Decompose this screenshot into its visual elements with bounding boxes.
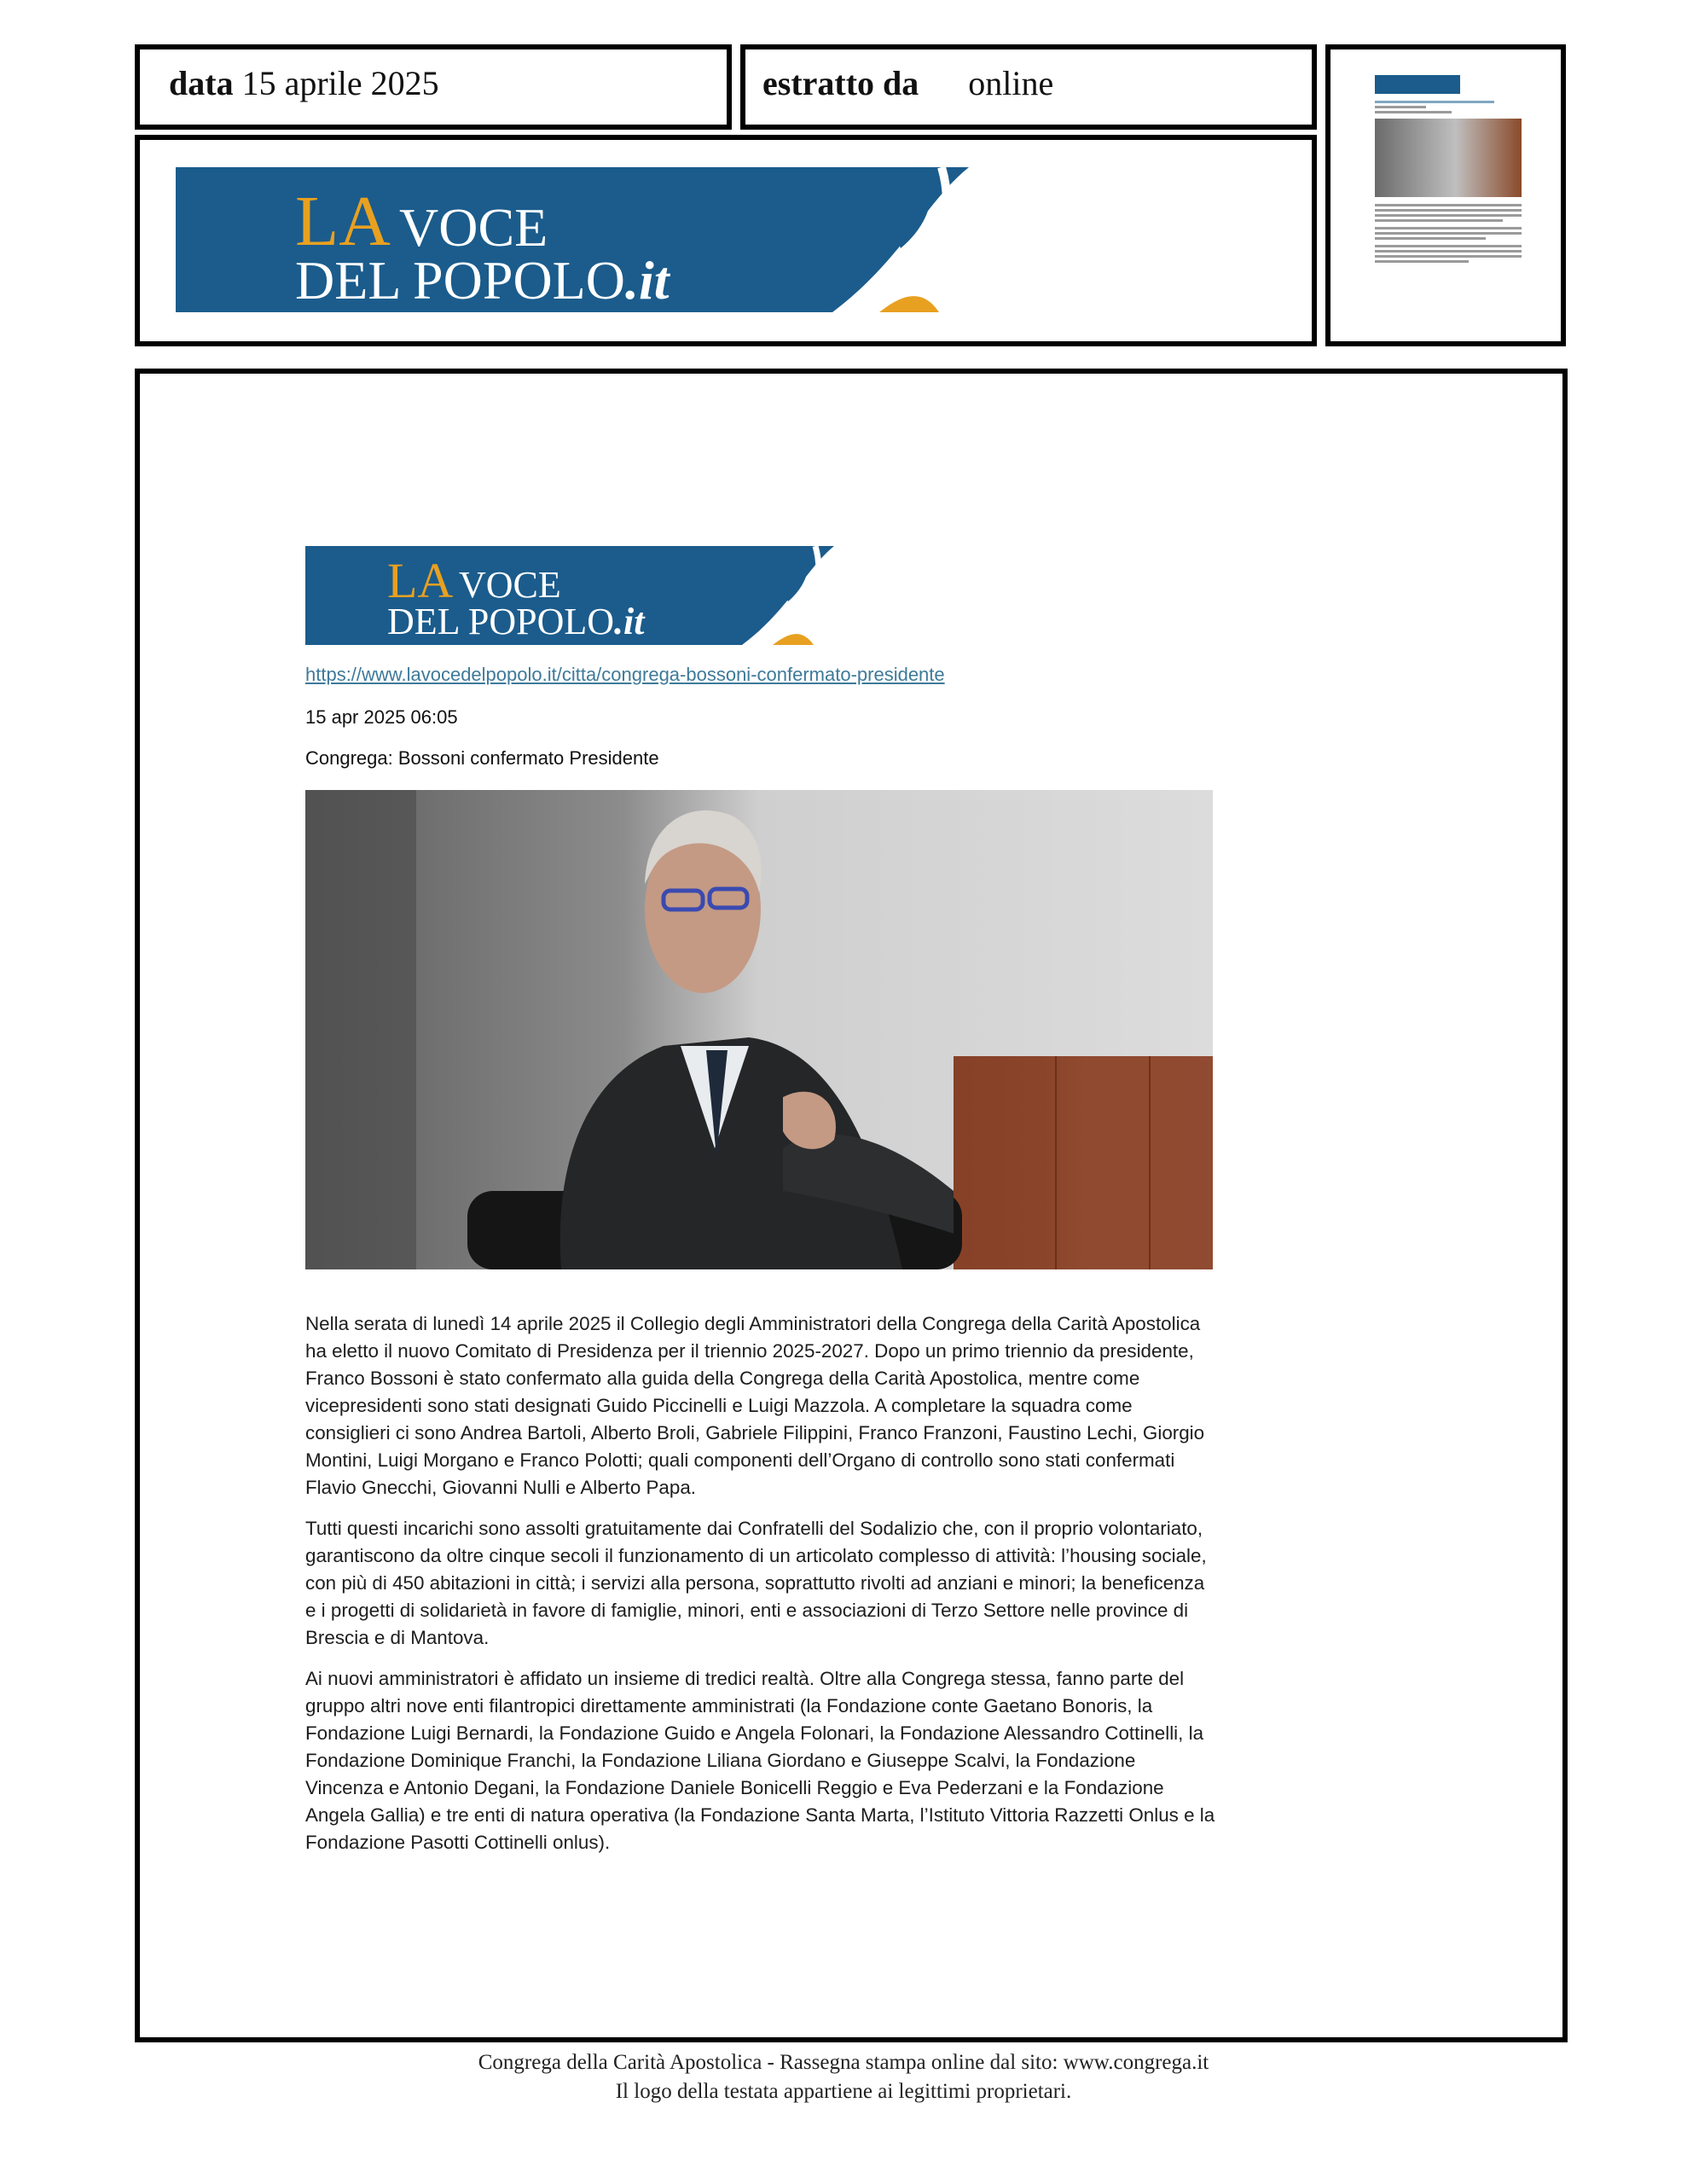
article-paragraph-1: Nella serata di lunedì 14 aprile 2025 il Collegio degli Amministratori della Congrega della Carità Apostolica ha eletto il nuovo Comitato di Presidenza per il triennio 2025-2027. Dopo un primo triennio da presidente, Franco Bossoni è stato confermato alla guida della Congrega della Carità Apostolica, mentre come vicepresidenti sono stati designati Guido Piccinelli e Luigi Mazzola. A completare la squadra come consiglieri ci sono Andrea Bartoli, Alberto Broli, Gabriele Filippini, Franco Franzoni, Faustino Lechi, Giorgio Montini, Luigi Morgano e Franco Polotti; quali componenti dell’Organo di controllo sono stati confermati Flavio Gnecchi, Giovanni Nulli e Alberto Papa.	[305, 1313, 1205, 1498]
footer-line-1: Congrega della Carità Apostolica - Rassegna stampa online dal sito: www.congrega.it	[478, 2051, 1209, 2074]
article-logo	[305, 546, 834, 645]
logo-swoosh-icon	[798, 167, 969, 312]
article-logo-la: LA	[387, 553, 454, 608]
thumbnail-content	[1375, 75, 1527, 265]
thumbnail-logo	[1375, 75, 1460, 94]
date-line	[169, 63, 439, 103]
masthead-logo	[176, 167, 969, 312]
date-label: data	[169, 64, 234, 102]
source-label: estratto da	[762, 64, 919, 102]
thumbnail-photo	[1375, 119, 1522, 197]
source-value: online	[968, 64, 1054, 102]
article-url-link[interactable]: https://www.lavocedelpopolo.it/citta/congrega-bossoni-confermato-presidente	[305, 664, 945, 685]
source-line	[762, 63, 1053, 103]
masthead-box	[135, 135, 1317, 346]
footer-line-2: Il logo della testata appartiene ai legittimi proprietari.	[615, 2080, 1072, 2103]
logo-voce: VOCE	[399, 197, 548, 258]
article-logo-voce: VOCE	[459, 564, 561, 606]
logo-del-popolo: DEL POPOLO.it	[295, 250, 670, 311]
source-box	[740, 44, 1317, 130]
article-logo-del-popolo: DEL POPOLO.it	[387, 601, 645, 642]
article-title: Congrega: Bossoni confermato Presidente	[305, 747, 659, 769]
date-box	[135, 44, 732, 130]
article-datetime: 15 apr 2025 06:05	[305, 706, 458, 728]
article-paragraph-2: Tutti questi incarichi sono assolti gratuitamente dai Confratelli del Sodalizio che, con il proprio volontariato, garantiscono da oltre cinque secoli il funzionamento di un articolato complesso di attività: l’housing sociale, con più di 450 abitazioni in città; i servizi alla persona, soprattutto rivolti ad anziani e minori; la beneficenza e i progetti di solidarietà in favore di famiglie, minori, enti e associazioni di Terzo Settore nelle province di Brescia e di Mantova.	[305, 1518, 1207, 1648]
article-logo-swoosh-icon	[718, 546, 834, 645]
date-value: 15 aprile 2025	[241, 64, 439, 102]
page-thumbnail	[1325, 44, 1566, 346]
article-photo	[305, 790, 1213, 1269]
article-paragraph-3: Ai nuovi amministratori è affidato un insieme di tredici realtà. Oltre alla Congrega stessa, fanno parte del gruppo altri nove enti filantropici direttamente amministrati (la Fondazione conte Gaetano Bonoris, la Fondazione Luigi Bernardi, la Fondazione Guido e Angela Folonari, la Fondazione Alessandro Cottinelli, la Fondazione Dominique Franchi, la Fondazione Liliana Giordano e Giuseppe Scalvi, la Fondazione Vincenza e Antonio Degani, la Fondazione Daniele Bonicelli Reggio e Eva Pederzani e la Fondazione Angela Gallia) e tre enti di natura operativa (la Fondazione Santa Marta, l’Istituto Vittoria Razzetti Onlus e la Fondazione Pasotti Cottinelli onlus).	[305, 1668, 1215, 1853]
logo-la: LA	[295, 182, 391, 261]
